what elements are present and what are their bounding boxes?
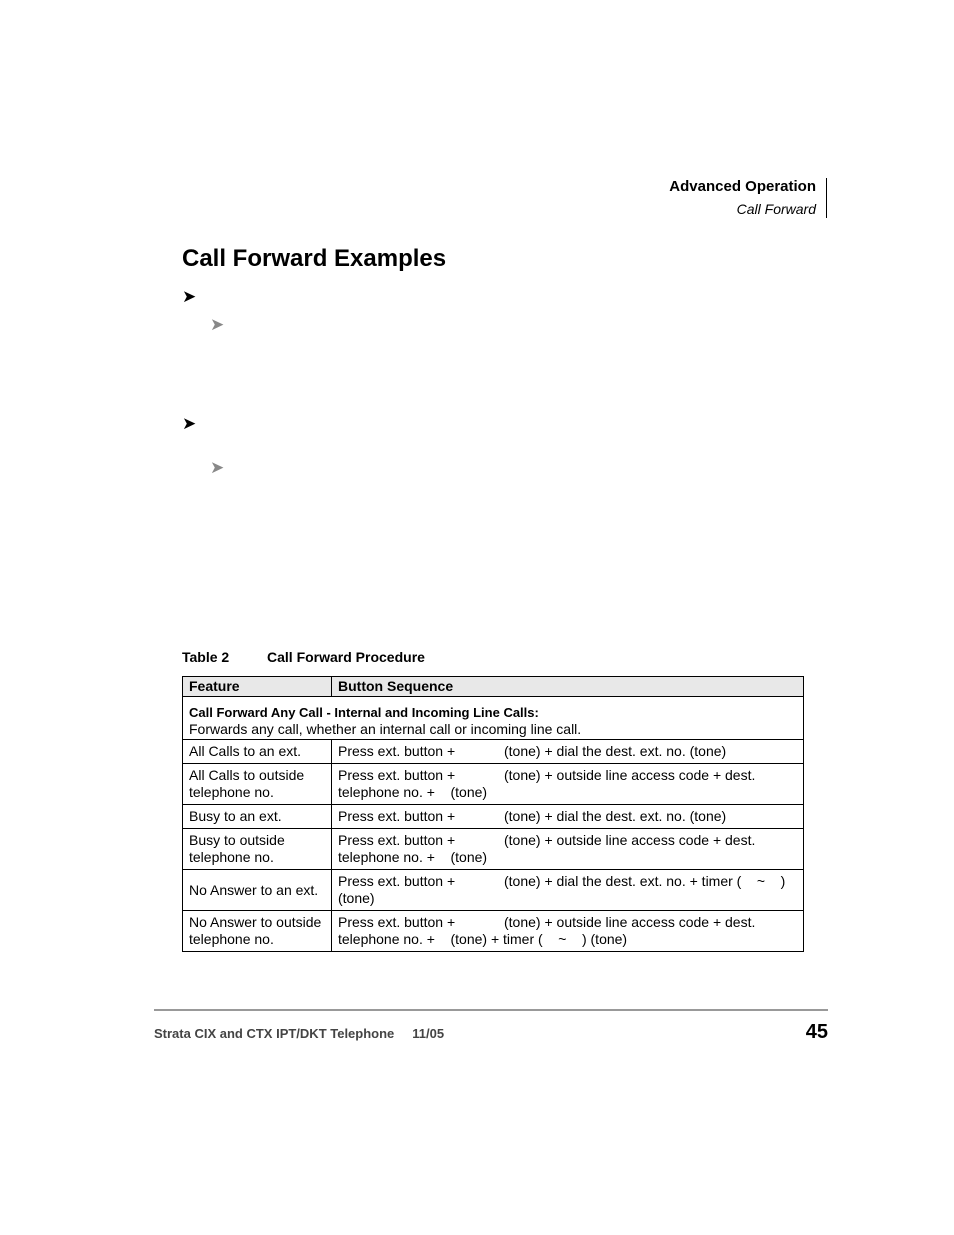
sequence-cell bbox=[332, 870, 804, 911]
sequence-part: (tone) + outside line access code + dest. bbox=[504, 914, 756, 930]
sequence-cell bbox=[332, 911, 804, 952]
footer-date: 11/05 bbox=[412, 1026, 445, 1041]
sequence-part: (tone) + dial the dest. ext. no. + timer ( ~ ) bbox=[504, 873, 786, 889]
arrow-bullet-icon: ➤ bbox=[182, 414, 197, 433]
table-title: Call Forward Procedure bbox=[267, 649, 425, 665]
table-number: Table 2 bbox=[182, 649, 230, 665]
sequence-part: (tone) + dial the dest. ext. no. (tone) bbox=[504, 808, 727, 824]
table-row bbox=[183, 911, 804, 952]
sequence-part: telephone no. + (tone) + timer ( ~ ) (tone) bbox=[338, 931, 628, 947]
table-row bbox=[183, 870, 804, 911]
sequence-part: Press ext. button + bbox=[338, 743, 456, 759]
table-header-row bbox=[183, 677, 804, 697]
sequence-part: Press ext. button + bbox=[338, 808, 456, 824]
column-header-feature: Feature bbox=[183, 677, 332, 697]
feature-cell: No Answer to an ext. bbox=[183, 870, 332, 911]
sequence-part: telephone no. + (tone) bbox=[338, 784, 488, 800]
footer-doc-title: Strata CIX and CTX IPT/DKT Telephone bbox=[154, 1026, 395, 1041]
table-caption bbox=[182, 649, 425, 665]
sequence-part: Press ext. button + bbox=[338, 832, 456, 848]
sequence-cell bbox=[332, 805, 804, 829]
feature-cell: All Calls to outside telephone no. bbox=[183, 764, 332, 805]
arrow-sub-bullet-icon: ➤ bbox=[210, 458, 225, 477]
sequence-cell bbox=[332, 740, 804, 764]
section-description: Forwards any call, whether an internal call or incoming line call. bbox=[189, 721, 582, 737]
sequence-part: (tone) + dial the dest. ext. no. (tone) bbox=[504, 743, 727, 759]
column-header-button-sequence: Button Sequence bbox=[332, 677, 804, 697]
arrow-sub-bullet-icon: ➤ bbox=[210, 315, 225, 334]
page-title: Call Forward Examples bbox=[182, 245, 447, 272]
feature-cell: All Calls to an ext. bbox=[183, 740, 332, 764]
call-forward-table bbox=[182, 676, 804, 952]
section-cell bbox=[183, 697, 804, 740]
feature-cell: Busy to outside telephone no. bbox=[183, 829, 332, 870]
table-row bbox=[183, 740, 804, 764]
sequence-part: telephone no. + (tone) bbox=[338, 849, 488, 865]
arrow-bullet-icon: ➤ bbox=[182, 287, 197, 306]
table-row bbox=[183, 764, 804, 805]
running-header bbox=[600, 178, 827, 218]
table-row bbox=[183, 829, 804, 870]
sequence-cell bbox=[332, 764, 804, 805]
feature-cell: Busy to an ext. bbox=[183, 805, 332, 829]
feature-cell: No Answer to outside telephone no. bbox=[183, 911, 332, 952]
section-heading: Call Forward Any Call - Internal and Incoming Line Calls: bbox=[189, 705, 539, 720]
sequence-part: Press ext. button + bbox=[338, 767, 456, 783]
sequence-part: Press ext. button + bbox=[338, 873, 456, 889]
section-title: Advanced Operation bbox=[669, 178, 816, 195]
sequence-part: (tone) + outside line access code + dest. bbox=[504, 767, 756, 783]
table-section-row bbox=[183, 697, 804, 740]
sequence-part: (tone) bbox=[338, 890, 375, 906]
footer-divider bbox=[154, 1009, 828, 1011]
page-number: 45 bbox=[805, 1021, 828, 1043]
table-row bbox=[183, 805, 804, 829]
sequence-part: Press ext. button + bbox=[338, 914, 456, 930]
footer bbox=[154, 1026, 444, 1042]
sequence-cell bbox=[332, 829, 804, 870]
subsection-title: Call Forward bbox=[736, 201, 816, 217]
sequence-part: (tone) + outside line access code + dest. bbox=[504, 832, 756, 848]
